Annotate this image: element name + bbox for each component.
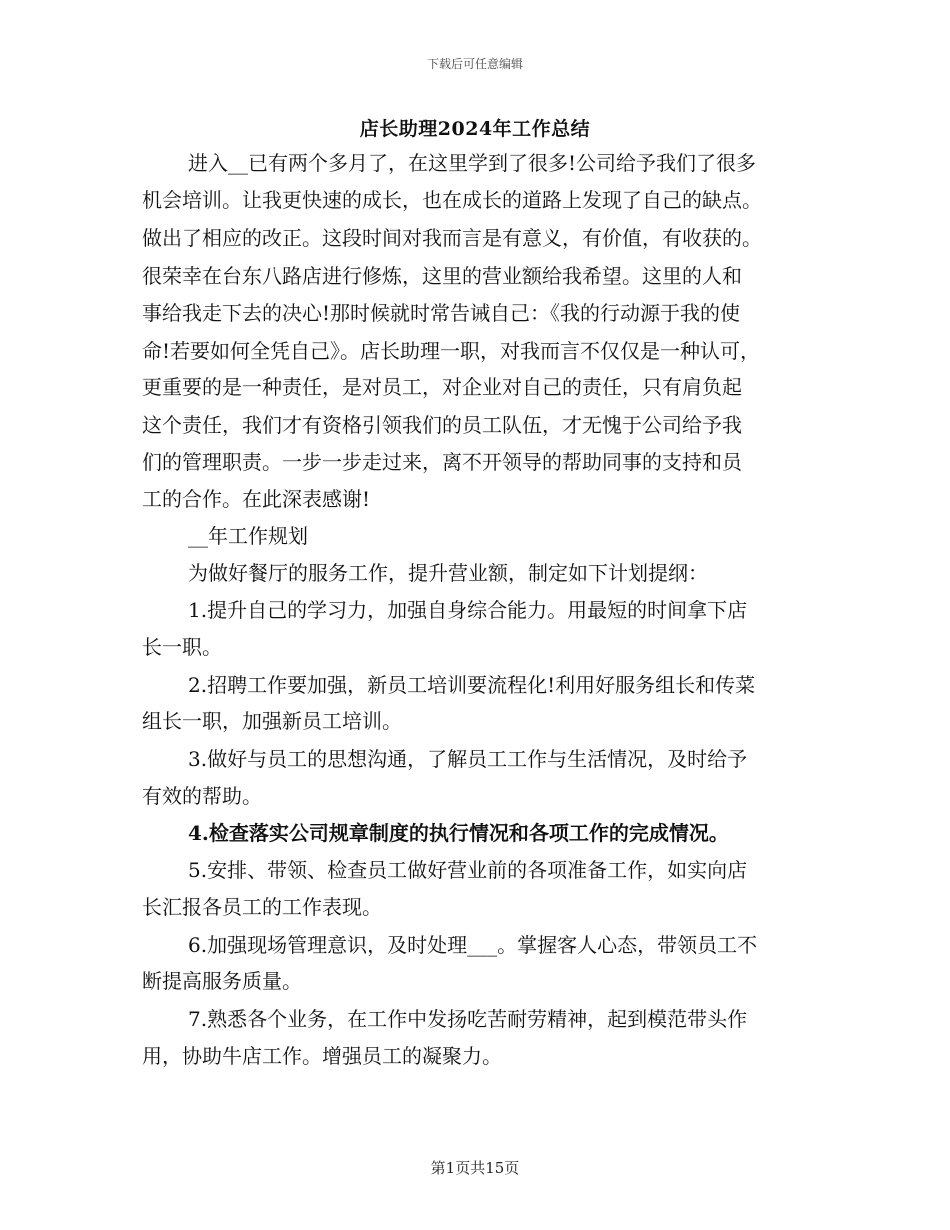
paragraph-line: 很荣幸在台东八路店进行修炼，这里的营业额给我希望。这里的人和: [142, 264, 742, 288]
paragraph-line: 工的合作。在此深表感谢!: [142, 487, 371, 511]
list-item-line: 用，协助牛店工作。增强员工的凝聚力。: [142, 1044, 502, 1068]
paragraph-line: 这个责任，我们才有资格引领我们的员工队伍，才无愧于公司给予我: [142, 413, 742, 437]
page-number-footer: 第1页共15页: [430, 1159, 520, 1177]
paragraph-line: 做出了相应的改正。这段时间对我而言是有意义，有价值，有收获的。: [142, 226, 762, 250]
list-item-line-bold: 4.检查落实公司规章制度的执行情况和各项工作的完成情况。: [188, 821, 729, 845]
page-header: 下载后可任意编辑: [426, 57, 523, 71]
list-item-line: 有效的帮助。: [142, 784, 262, 808]
paragraph-line: 命!若要如何全凭自己》。店长助理一职，对我而言不仅仅是一种认可，: [142, 339, 761, 363]
document-title: 店长助理2024年工作总结: [359, 118, 591, 140]
list-item-line: 长一职。: [142, 635, 222, 659]
list-item-line: 6.加强现场管理意识，及时处理___。掌握客人心态，带领员工不: [188, 933, 758, 957]
list-item-line: 2.招聘工作要加强，新员工培训要流程化!利用好服务组长和传菜: [188, 673, 756, 697]
paragraph-line: 为做好餐厅的服务工作，提升营业额，制定如下计划提纲：: [188, 561, 708, 585]
list-item-line: 3.做好与员工的思想沟通，了解员工工作与生活情况，及时给予: [188, 747, 748, 771]
paragraph-line: 事给我走下去的决心!那时候就时常告诫自己：《我的行动源于我的使: [142, 301, 741, 325]
paragraph-line: 进入__已有两个多月了，在这里学到了很多!公司给予我们了很多: [188, 151, 757, 175]
paragraph-line: 机会培训。让我更快速的成长，也在成长的道路上发现了自己的缺点。: [142, 188, 762, 212]
list-item-line: 组长一职，加强新员工培训。: [142, 709, 402, 733]
list-item-line: 长汇报各员工的工作表现。: [142, 895, 382, 919]
list-item-line: 7.熟悉各个业务，在工作中发扬吃苦耐劳精神，起到模范带头作: [188, 1007, 748, 1031]
paragraph-line: 更重要的是一种责任，是对员工，对企业对自己的责任，只有肩负起: [142, 375, 742, 399]
list-item-line: 断提高服务质量。: [142, 969, 302, 993]
list-item-line: 5.安排、带领、检查员工做好营业前的各项准备工作，如实向店: [188, 858, 748, 882]
section-heading: __年工作规划: [188, 524, 308, 548]
paragraph-line: 们的管理职责。一步一步走过来，离不开领导的帮助同事的支持和员: [142, 450, 742, 474]
list-item-line: 1.提升自己的学习力，加强自身综合能力。用最短的时间拿下店: [188, 598, 748, 622]
